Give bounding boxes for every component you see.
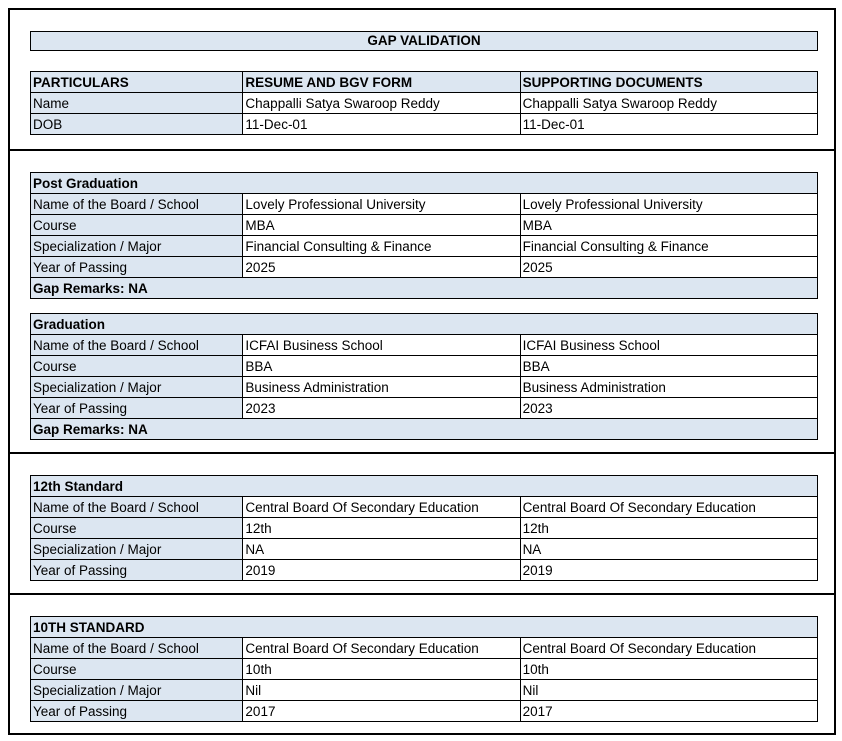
resume-value: ICFAI Business School [243, 335, 520, 356]
row-label: Year of Passing [31, 701, 243, 722]
tenth-block [8, 593, 836, 735]
column-header-particulars: PARTICULARS [31, 72, 243, 93]
section-heading: Post Graduation [31, 173, 818, 194]
section-heading: 10TH STANDARD [31, 617, 818, 638]
resume-value: BBA [243, 356, 520, 377]
row-label: Year of Passing [31, 257, 243, 278]
twelfth-block [8, 452, 836, 595]
resume-value: 2023 [243, 398, 520, 419]
row-label: Year of Passing [31, 398, 243, 419]
resume-value: 10th [243, 659, 520, 680]
document-value: 10th [520, 659, 817, 680]
row-label: Name of the Board / School [31, 194, 243, 215]
table-row [31, 638, 818, 659]
row-label: Name of the Board / School [31, 335, 243, 356]
table-row [31, 659, 818, 680]
table-row [31, 215, 818, 236]
gap-remarks-row [31, 419, 818, 440]
row-label: Course [31, 215, 243, 236]
gap-remarks-row [31, 278, 818, 299]
section-heading: 12th Standard [31, 476, 818, 497]
section-heading-row [31, 617, 818, 638]
header-block [8, 8, 836, 151]
row-label: Specialization / Major [31, 236, 243, 257]
resume-value: 2019 [243, 560, 520, 581]
document-value: BBA [520, 356, 817, 377]
row-label: Name of the Board / School [31, 497, 243, 518]
document-value: Financial Consulting & Finance [520, 236, 817, 257]
row-label: Year of Passing [31, 560, 243, 581]
resume-value: Central Board Of Secondary Education [243, 497, 520, 518]
row-label: Specialization / Major [31, 539, 243, 560]
resume-value: Lovely Professional University [243, 194, 520, 215]
document-value: Business Administration [520, 377, 817, 398]
twelfth-table [30, 475, 818, 581]
row-label: Name [31, 93, 243, 114]
table-row [31, 335, 818, 356]
table-row [31, 560, 818, 581]
table-row [31, 398, 818, 419]
resume-value: 2025 [243, 257, 520, 278]
row-label: DOB [31, 114, 243, 135]
table-row [31, 701, 818, 722]
table-row [31, 356, 818, 377]
document-value: Nil [520, 680, 817, 701]
row-label: Course [31, 518, 243, 539]
document-value: 12th [520, 518, 817, 539]
document-value: ICFAI Business School [520, 335, 817, 356]
row-label: Name of the Board / School [31, 638, 243, 659]
document-value: MBA [520, 215, 817, 236]
gap-remarks: Gap Remarks: NA [31, 278, 818, 299]
table-row [31, 114, 818, 135]
resume-value: Business Administration [243, 377, 520, 398]
document-value: Central Board Of Secondary Education [520, 497, 817, 518]
resume-value: Central Board Of Secondary Education [243, 638, 520, 659]
gap-remarks: Gap Remarks: NA [31, 419, 818, 440]
section-heading-row [31, 173, 818, 194]
document-value: 2019 [520, 560, 817, 581]
row-label: Course [31, 356, 243, 377]
document-value: NA [520, 539, 817, 560]
post-graduation-table [30, 172, 818, 299]
column-header-row [31, 72, 818, 93]
table-row [31, 539, 818, 560]
document-value: 2025 [520, 257, 817, 278]
document-value: Central Board Of Secondary Education [520, 638, 817, 659]
document-value: 2023 [520, 398, 817, 419]
resume-value: Chappalli Satya Swaroop Reddy [243, 93, 520, 114]
resume-value: 12th [243, 518, 520, 539]
resume-value: Financial Consulting & Finance [243, 236, 520, 257]
table-row [31, 194, 818, 215]
table-row [31, 236, 818, 257]
higher-education-block [8, 149, 836, 454]
resume-value: MBA [243, 215, 520, 236]
column-header-resume: RESUME AND BGV FORM [243, 72, 520, 93]
table-row [31, 518, 818, 539]
document-value: 2017 [520, 701, 817, 722]
table-row [31, 680, 818, 701]
row-label: Course [31, 659, 243, 680]
row-label: Specialization / Major [31, 680, 243, 701]
row-label: Specialization / Major [31, 377, 243, 398]
resume-value: NA [243, 539, 520, 560]
personal-table [30, 71, 818, 135]
column-header-documents: SUPPORTING DOCUMENTS [520, 72, 817, 93]
document-value: Lovely Professional University [520, 194, 817, 215]
table-row [31, 257, 818, 278]
section-heading: Graduation [31, 314, 818, 335]
graduation-table [30, 313, 818, 440]
page-title: GAP VALIDATION [30, 31, 818, 51]
document-value: 11-Dec-01 [520, 114, 817, 135]
section-heading-row [31, 314, 818, 335]
table-row [31, 377, 818, 398]
resume-value: 11-Dec-01 [243, 114, 520, 135]
resume-value: Nil [243, 680, 520, 701]
section-heading-row [31, 476, 818, 497]
document-value: Chappalli Satya Swaroop Reddy [520, 93, 817, 114]
table-row [31, 93, 818, 114]
table-row [31, 497, 818, 518]
resume-value: 2017 [243, 701, 520, 722]
tenth-table [30, 616, 818, 722]
